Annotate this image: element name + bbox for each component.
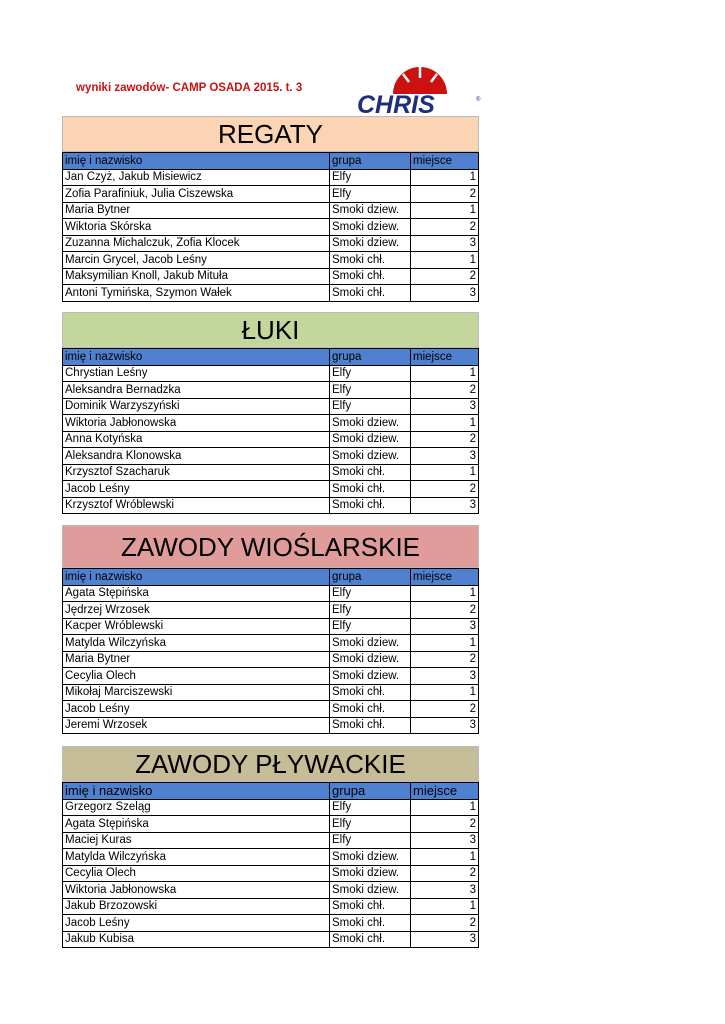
cell-group: Elfy [330, 186, 411, 203]
table-row [63, 816, 479, 833]
cell-place: 1 [411, 169, 479, 186]
cell-place: 1 [411, 849, 479, 866]
cell-name: Jeremi Wrzosek [63, 717, 330, 734]
cell-place: 2 [411, 865, 479, 882]
table-row [63, 186, 479, 203]
cell-name: Jędrzej Wrzosek [63, 602, 330, 619]
table-row [63, 464, 479, 481]
table-row [63, 651, 479, 668]
table-row [63, 235, 479, 252]
cell-place: 1 [411, 202, 479, 219]
header-group: grupa [330, 569, 411, 586]
cell-name: Agata Stępińska [63, 585, 330, 602]
header-group: grupa [330, 349, 411, 366]
cell-group: Elfy [330, 816, 411, 833]
cell-place: 3 [411, 717, 479, 734]
cell-name: Kacper Wróblewski [63, 618, 330, 635]
table-row [63, 717, 479, 734]
cell-name: Jan Czyż, Jakub Misiewicz [63, 169, 330, 186]
cell-place: 2 [411, 701, 479, 718]
cell-name: Krzysztof Wróblewski [63, 497, 330, 514]
table-row [63, 602, 479, 619]
table-row [63, 898, 479, 915]
logo-text: CHRIS [357, 91, 435, 116]
cell-name: Maria Bytner [63, 651, 330, 668]
table-row [63, 431, 479, 448]
table-row [63, 415, 479, 432]
table-header-row [63, 349, 479, 366]
header-name: imię i nazwisko [63, 349, 330, 366]
cell-group: Smoki dziew. [330, 219, 411, 236]
cell-group: Elfy [330, 618, 411, 635]
table-header-row [63, 569, 479, 586]
cell-name: Maciej Kuras [63, 832, 330, 849]
cell-name: Krzysztof Szacharuk [63, 464, 330, 481]
table-row [63, 268, 479, 285]
cell-name: Wiktoria Skórska [63, 219, 330, 236]
table-header-row [63, 153, 479, 170]
table-row [63, 398, 479, 415]
cell-place: 2 [411, 602, 479, 619]
cell-name: Mikołaj Marciszewski [63, 684, 330, 701]
cell-place: 1 [411, 898, 479, 915]
cell-place: 3 [411, 235, 479, 252]
cell-name: Jacob Leśny [63, 915, 330, 932]
cell-place: 3 [411, 931, 479, 948]
cell-place: 3 [411, 668, 479, 685]
cell-group: Elfy [330, 365, 411, 382]
table-row [63, 448, 479, 465]
cell-place: 1 [411, 799, 479, 816]
results-table [62, 782, 479, 948]
cell-name: Cecylia Olech [63, 668, 330, 685]
cell-group: Smoki chł. [330, 701, 411, 718]
cell-name: Wiktoria Jabłonowska [63, 415, 330, 432]
cell-group: Smoki chł. [330, 898, 411, 915]
section-regaty [62, 116, 479, 302]
cell-place: 2 [411, 382, 479, 399]
header-place: miejsce [411, 153, 479, 170]
header-name: imię i nazwisko [63, 153, 330, 170]
registered-mark: ® [476, 97, 481, 103]
cell-place: 1 [411, 585, 479, 602]
table-row [63, 701, 479, 718]
table-row [63, 365, 479, 382]
cell-group: Smoki chł. [330, 252, 411, 269]
cell-place: 3 [411, 832, 479, 849]
cell-group: Smoki dziew. [330, 448, 411, 465]
cell-place: 1 [411, 464, 479, 481]
cell-group: Smoki dziew. [330, 882, 411, 899]
cell-group: Smoki chł. [330, 915, 411, 932]
header-group: grupa [330, 783, 411, 800]
table-row [63, 882, 479, 899]
cell-group: Smoki chł. [330, 684, 411, 701]
cell-group: Smoki chł. [330, 931, 411, 948]
table-row [63, 668, 479, 685]
cell-group: Smoki dziew. [330, 415, 411, 432]
cell-place: 2 [411, 268, 479, 285]
cell-group: Smoki dziew. [330, 668, 411, 685]
cell-group: Smoki dziew. [330, 635, 411, 652]
section-title: ŁUKI [62, 312, 479, 348]
table-row [63, 865, 479, 882]
table-row [63, 684, 479, 701]
cell-name: Maksymilian Knoll, Jakub Mituła [63, 268, 330, 285]
cell-place: 2 [411, 651, 479, 668]
cell-name: Aleksandra Bernadzka [63, 382, 330, 399]
cell-place: 3 [411, 448, 479, 465]
cell-place: 3 [411, 618, 479, 635]
cell-place: 3 [411, 398, 479, 415]
cell-name: Zuzanna Michalczuk, Zofia Klocek [63, 235, 330, 252]
cell-group: Smoki dziew. [330, 651, 411, 668]
cell-place: 1 [411, 415, 479, 432]
cell-group: Smoki chł. [330, 481, 411, 498]
table-row [63, 618, 479, 635]
cell-name: Jakub Brzozowski [63, 898, 330, 915]
cell-name: Antoni Tymińska, Szymon Wałek [63, 285, 330, 302]
table-row [63, 252, 479, 269]
results-table [62, 568, 479, 734]
table-row [63, 832, 479, 849]
section-title: REGATY [62, 116, 479, 152]
cell-group: Elfy [330, 585, 411, 602]
cell-name: Marcin Grycel, Jacob Leśny [63, 252, 330, 269]
cell-name: Jakub Kubisa [63, 931, 330, 948]
cell-name: Anna Kotyńska [63, 431, 330, 448]
cell-place: 3 [411, 882, 479, 899]
results-table [62, 348, 479, 514]
cell-group: Smoki chł. [330, 268, 411, 285]
cell-name: Jacob Leśny [63, 481, 330, 498]
cell-group: Smoki chł. [330, 464, 411, 481]
cell-name: Matylda Wilczyńska [63, 849, 330, 866]
cell-name: Agata Stępińska [63, 816, 330, 833]
cell-group: Smoki dziew. [330, 865, 411, 882]
cell-name: Maria Bytner [63, 202, 330, 219]
table-row [63, 799, 479, 816]
section-wioslarskie [62, 525, 479, 734]
table-row [63, 382, 479, 399]
chris-logo [355, 64, 485, 116]
cell-group: Smoki dziew. [330, 849, 411, 866]
cell-group: Smoki dziew. [330, 235, 411, 252]
cell-name: Jacob Leśny [63, 701, 330, 718]
cell-group: Smoki dziew. [330, 202, 411, 219]
header-place: miejsce [411, 783, 479, 800]
cell-place: 2 [411, 186, 479, 203]
cell-place: 2 [411, 816, 479, 833]
cell-group: Elfy [330, 382, 411, 399]
section-plywackie [62, 746, 479, 948]
section-title: ZAWODY PŁYWACKIE [62, 746, 479, 782]
cell-group: Elfy [330, 799, 411, 816]
header-place: miejsce [411, 569, 479, 586]
table-row [63, 635, 479, 652]
cell-group: Elfy [330, 602, 411, 619]
cell-place: 2 [411, 915, 479, 932]
cell-group: Elfy [330, 832, 411, 849]
cell-name: Aleksandra Klonowska [63, 448, 330, 465]
cell-name: Wiktoria Jabłonowska [63, 882, 330, 899]
cell-place: 3 [411, 285, 479, 302]
cell-place: 1 [411, 252, 479, 269]
table-row [63, 219, 479, 236]
table-row [63, 915, 479, 932]
cell-group: Elfy [330, 169, 411, 186]
table-row [63, 931, 479, 948]
cell-name: Cecylia Olech [63, 865, 330, 882]
header-name: imię i nazwisko [63, 783, 330, 800]
table-row [63, 169, 479, 186]
cell-name: Chrystian Leśny [63, 365, 330, 382]
cell-place: 2 [411, 431, 479, 448]
table-row [63, 585, 479, 602]
cell-place: 3 [411, 497, 479, 514]
cell-place: 2 [411, 481, 479, 498]
cell-group: Smoki dziew. [330, 431, 411, 448]
table-row [63, 849, 479, 866]
header-name: imię i nazwisko [63, 569, 330, 586]
cell-group: Smoki chł. [330, 497, 411, 514]
cell-place: 1 [411, 684, 479, 701]
header-place: miejsce [411, 349, 479, 366]
table-row [63, 497, 479, 514]
cell-name: Dominik Warzyszyński [63, 398, 330, 415]
section-luki [62, 312, 479, 514]
cell-group: Smoki chł. [330, 285, 411, 302]
cell-group: Elfy [330, 398, 411, 415]
results-table [62, 152, 479, 302]
cell-group: Smoki chł. [330, 717, 411, 734]
cell-name: Zofia Parafiniuk, Julia Ciszewska [63, 186, 330, 203]
cell-place: 1 [411, 635, 479, 652]
header-group: grupa [330, 153, 411, 170]
cell-place: 2 [411, 219, 479, 236]
cell-place: 1 [411, 365, 479, 382]
table-row [63, 481, 479, 498]
section-title: ZAWODY WIOŚLARSKIE [62, 525, 479, 568]
cell-name: Grzegorz Szeląg [63, 799, 330, 816]
table-header-row [63, 783, 479, 800]
table-row [63, 202, 479, 219]
table-row [63, 285, 479, 302]
document-title: wyniki zawodów- CAMP OSADA 2015. t. 3 [76, 82, 303, 94]
cell-name: Matylda Wilczyńska [63, 635, 330, 652]
